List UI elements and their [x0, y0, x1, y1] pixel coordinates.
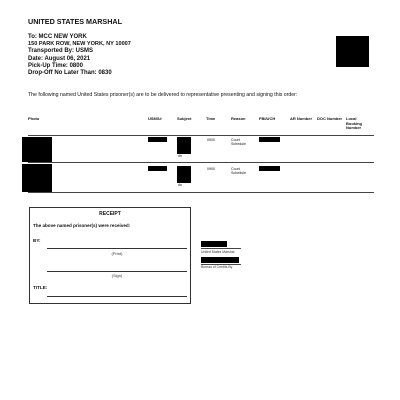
redacted-fbi [259, 137, 280, 142]
col-ar: AR Number [290, 116, 313, 121]
redacted-marshal-name [201, 241, 227, 247]
print-label: (Print) [111, 251, 123, 256]
row-rule [28, 192, 374, 193]
col-fbi: FBI/UCH [259, 116, 276, 121]
col-local-booking: Local Booking Number [346, 116, 362, 131]
intro-text: The following named United States prisoner(s) are to be delivered to representative presenting and signing this order: [28, 92, 298, 98]
pickup-line: Pick-Up Time: 0800 [28, 62, 83, 69]
print-name-line[interactable] [47, 248, 187, 249]
col-reason: Reason [231, 116, 246, 121]
receipt-box [29, 207, 191, 304]
redacted-photo [22, 164, 52, 192]
signature-line[interactable] [47, 271, 187, 272]
redacted-fbi [259, 166, 280, 171]
redacted-photo [22, 137, 52, 162]
transported-by-line: Transported By: USMS [28, 48, 94, 55]
redacted-usms [148, 137, 167, 142]
redacted-usms [148, 166, 167, 171]
col-usms: USMS# [148, 116, 162, 121]
redacted-subject [177, 166, 191, 183]
receipt-title: RECEIPT [99, 211, 121, 217]
row-rule [28, 162, 374, 163]
receipt-by-label: BY: [33, 238, 41, 243]
address-line: 150 PARK ROW, NEW YORK, NY 10007 [28, 41, 131, 48]
address-block [28, 34, 131, 77]
col-photo: Photo [28, 116, 40, 121]
redacted-deputy-name [201, 257, 239, 263]
agency-title: UNITED STATES MARSHAL [28, 17, 122, 26]
row-reason: Court Schedule [231, 167, 246, 176]
title-line[interactable] [47, 296, 187, 297]
receipt-title-label: TITLE: [33, 285, 48, 290]
col-time: Time [206, 116, 216, 121]
deputy-label: Bureau of Credits By [201, 265, 233, 269]
sign-label: (Sign) [111, 273, 123, 278]
header-rule [28, 135, 374, 136]
receipt-statement: The above named prisoner(s) were received: [33, 223, 131, 228]
dropoff-line: Drop-Off No Later Than: 0830 [28, 69, 112, 76]
row-time: 0900 [207, 167, 215, 171]
redacted-subject [177, 137, 191, 154]
subject-suffix: dn [178, 154, 182, 158]
date-line: Date: August 06, 2021 [28, 55, 91, 62]
row-reason: Court Schedule [231, 138, 246, 147]
col-subject: Subject [177, 116, 192, 121]
to-line: To: MCC NEW YORK [28, 34, 87, 40]
col-doc: DOC Number [317, 116, 343, 121]
subject-suffix: dn [178, 183, 182, 187]
marshal-label: United States Marshal [201, 250, 235, 254]
redacted-photo-header [336, 36, 369, 67]
marshal-sign-rule [201, 248, 241, 249]
row-time: 0900 [207, 138, 215, 142]
